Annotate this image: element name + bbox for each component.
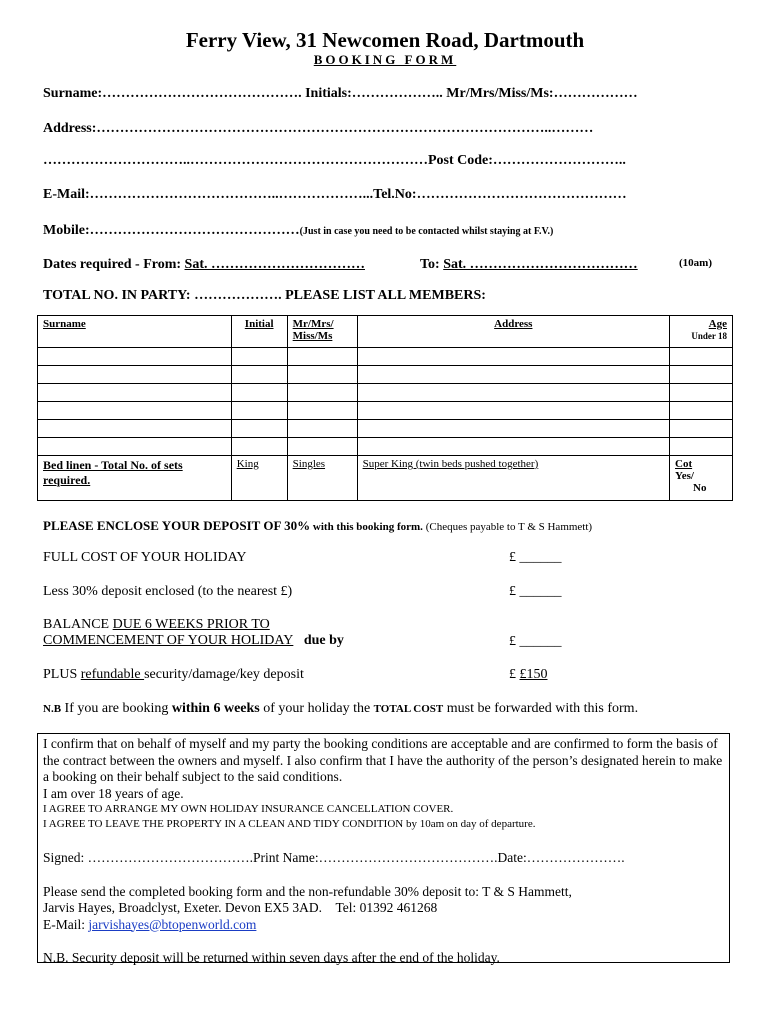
cell[interactable] [670, 438, 733, 456]
plus-deposit-line [43, 667, 304, 683]
cell[interactable] [38, 402, 232, 420]
col-age-sub: Under 18 [691, 331, 727, 341]
cell[interactable] [357, 384, 669, 402]
mobile-field[interactable]: Mobile:……………………………………… [43, 223, 300, 238]
nb-caps: TOTAL COST [373, 703, 444, 715]
superking-cell[interactable] [357, 456, 669, 501]
owner-email-line [43, 917, 724, 934]
member-row[interactable] [38, 438, 733, 456]
plus-amount: £150 [519, 667, 548, 682]
send-instructions: Please send the completed booking form and the non-refundable 30% deposit to: T & S Hammett, [43, 883, 572, 899]
cot-no: No [693, 482, 707, 494]
cell[interactable] [357, 402, 669, 420]
less-deposit-label: Less 30% deposit enclosed (to the nearest £) [43, 584, 293, 599]
plus-refundable: refundable [80, 667, 145, 682]
party-field[interactable]: TOTAL NO. IN PARTY: ………………. PLEASE LIST ALL MEMBERS: [43, 288, 486, 303]
members-table [37, 315, 733, 501]
less-deposit-amount[interactable]: £ ______ [509, 584, 562, 599]
plus-prefix: PLUS [43, 667, 81, 682]
nb-line [43, 701, 638, 717]
balance-u2: COMMENCEMENT OF YOUR HOLIDAY [43, 633, 294, 648]
balance-u1: DUE 6 WEEKS PRIOR TO [112, 617, 270, 632]
address-field[interactable]: Address:……………………………………………………………………………………..……… [43, 121, 594, 136]
balance-line2 [43, 633, 344, 649]
deposit-bold: PLEASE ENCLOSE YOUR DEPOSIT OF 30% [43, 518, 311, 533]
cell[interactable] [231, 402, 287, 420]
cell[interactable] [231, 348, 287, 366]
cot-yes: Yes/ [675, 470, 694, 482]
cell[interactable] [357, 438, 669, 456]
balance-due-by: due by [303, 633, 344, 648]
col-age [670, 316, 733, 348]
mobile-note: (Just in case you need to be contacted whilst staying at F.V.) [299, 226, 554, 237]
cell[interactable] [670, 366, 733, 384]
owner-address: Jarvis Hayes, Broadclyst, Exeter. Devon EX5 3AD. [43, 900, 322, 915]
date-from-field[interactable]: Sat. …………………………… [184, 257, 365, 272]
confirmation-leave [43, 817, 724, 832]
confirmation-box [37, 733, 730, 963]
cell[interactable] [670, 348, 733, 366]
col-address [357, 316, 669, 348]
dates-to-label: To: [420, 257, 444, 272]
surname-field[interactable]: Surname:……………………………………. Initials:……………….. Mr/Mrs/Miss/Ms:……………… [43, 86, 638, 101]
cell[interactable] [357, 366, 669, 384]
confirmation-paragraph: I confirm that on behalf of myself and my party the booking conditions are acceptable and are confirmed to form the basis of the contract between the owners and myself. I also confirm that I have the authority of the person’s designated herein to make a booking on their behalf subject to the said conditions. [43, 736, 723, 784]
singles-label: Singles [292, 458, 326, 470]
cell[interactable] [287, 438, 357, 456]
cell[interactable] [670, 420, 733, 438]
bed-linen-label: Bed linen - Total No. of sets required. [43, 458, 183, 487]
cell[interactable] [287, 384, 357, 402]
balance-line1 [43, 617, 270, 633]
cell[interactable] [357, 348, 669, 366]
col-address-label: Address [494, 318, 533, 330]
owner-email-link[interactable]: jarvishayes@btopenworld.com [88, 916, 257, 932]
bed-linen-label-cell [38, 456, 232, 501]
singles-cell[interactable] [287, 456, 357, 501]
date-to-field[interactable]: Sat. ……………………………… [443, 257, 638, 272]
cell[interactable] [38, 420, 232, 438]
col-initial-label: Initial [244, 318, 274, 330]
cot-label: Cot [675, 458, 693, 470]
col-initial [231, 316, 287, 348]
nb-t2: of your holiday the [259, 701, 374, 716]
deposit-cheques: (Cheques payable to T & S Hammett) [422, 521, 593, 533]
deposit-heading [43, 517, 592, 535]
mobile-row[interactable] [43, 221, 553, 239]
plus-rest: security/damage/key deposit [144, 667, 304, 682]
email-tel-field[interactable]: E-Mail:…………………………………..………………...Tel.No:……………………………………… [43, 187, 627, 202]
owner-address-line [43, 900, 724, 917]
balance-prefix: BALANCE [43, 617, 113, 632]
postcode-field[interactable]: …………………………..……………………………………………Post Code:……………………….. [43, 153, 626, 168]
plus-deposit-amount [509, 667, 548, 683]
king-cell[interactable] [231, 456, 287, 501]
plus-amount-prefix: £ [509, 667, 520, 682]
cell[interactable] [287, 402, 357, 420]
cell[interactable] [287, 348, 357, 366]
deposit-small: with this booking form. [310, 521, 423, 533]
member-row[interactable] [38, 420, 733, 438]
security-note: N.B. Security deposit will be returned within seven days after the end of the holiday. [43, 950, 500, 965]
nb-t1: If you are booking [61, 701, 172, 716]
nb-t3: must be forwarded with this form. [443, 701, 639, 716]
nb-label: N.B [43, 703, 62, 715]
full-cost-amount[interactable]: £ ______ [509, 550, 562, 565]
owner-tel: Tel: 01392 461268 [335, 900, 438, 915]
nb-bold: within 6 weeks [171, 701, 260, 716]
cell[interactable] [231, 384, 287, 402]
confirmation-age: I am over 18 years of age. [43, 785, 184, 801]
form-subtitle: BOOKING FORM [313, 52, 457, 67]
form-title: Ferry View, 31 Newcomen Road, Dartmouth [185, 28, 585, 52]
cell[interactable] [38, 366, 232, 384]
cell[interactable] [287, 420, 357, 438]
member-row[interactable] [38, 384, 733, 402]
cell[interactable] [357, 420, 669, 438]
signature-line[interactable]: Signed: ……………………………….Print Name:………………………………….Date:…………………. [43, 850, 625, 865]
cell[interactable] [231, 438, 287, 456]
dates-note: (10am) [679, 257, 712, 269]
cell[interactable] [231, 420, 287, 438]
col-surname-label: Surname [43, 318, 86, 330]
cell[interactable] [670, 402, 733, 420]
member-row[interactable] [38, 366, 733, 384]
dates-label: Dates required - From: [43, 257, 185, 272]
dates-to-row [420, 255, 638, 273]
col-title [287, 316, 357, 348]
cell[interactable] [287, 366, 357, 384]
member-row[interactable] [38, 402, 733, 420]
king-label: King [236, 458, 259, 470]
col-surname [38, 316, 232, 348]
col-title-label: Mr/Mrs/ Miss/Ms [292, 318, 334, 342]
bed-linen-row [38, 456, 733, 501]
confirmation-insurance: I AGREE TO ARRANGE MY OWN HOLIDAY INSURANCE CANCELLATION COVER. [43, 803, 454, 815]
cell[interactable] [38, 348, 232, 366]
cell[interactable] [38, 384, 232, 402]
full-cost-label: FULL COST OF YOUR HOLIDAY [43, 550, 247, 565]
balance-amount[interactable]: £ ______ [509, 634, 562, 649]
cot-cell[interactable] [670, 456, 733, 501]
superking-label: Super King (twin beds pushed together) [362, 458, 539, 470]
members-header-row [38, 316, 733, 348]
dates-row [43, 255, 365, 273]
col-age-label: Age [708, 318, 727, 330]
cell[interactable] [38, 438, 232, 456]
leave-rest: by 10am on day of departure. [403, 818, 536, 830]
cell[interactable] [670, 384, 733, 402]
member-row[interactable] [38, 348, 733, 366]
cell[interactable] [231, 366, 287, 384]
leave-caps: I AGREE TO LEAVE THE PROPERTY IN A CLEAN AND TIDY CONDITION [43, 818, 404, 830]
owner-email-label: E-Mail: [43, 916, 89, 932]
